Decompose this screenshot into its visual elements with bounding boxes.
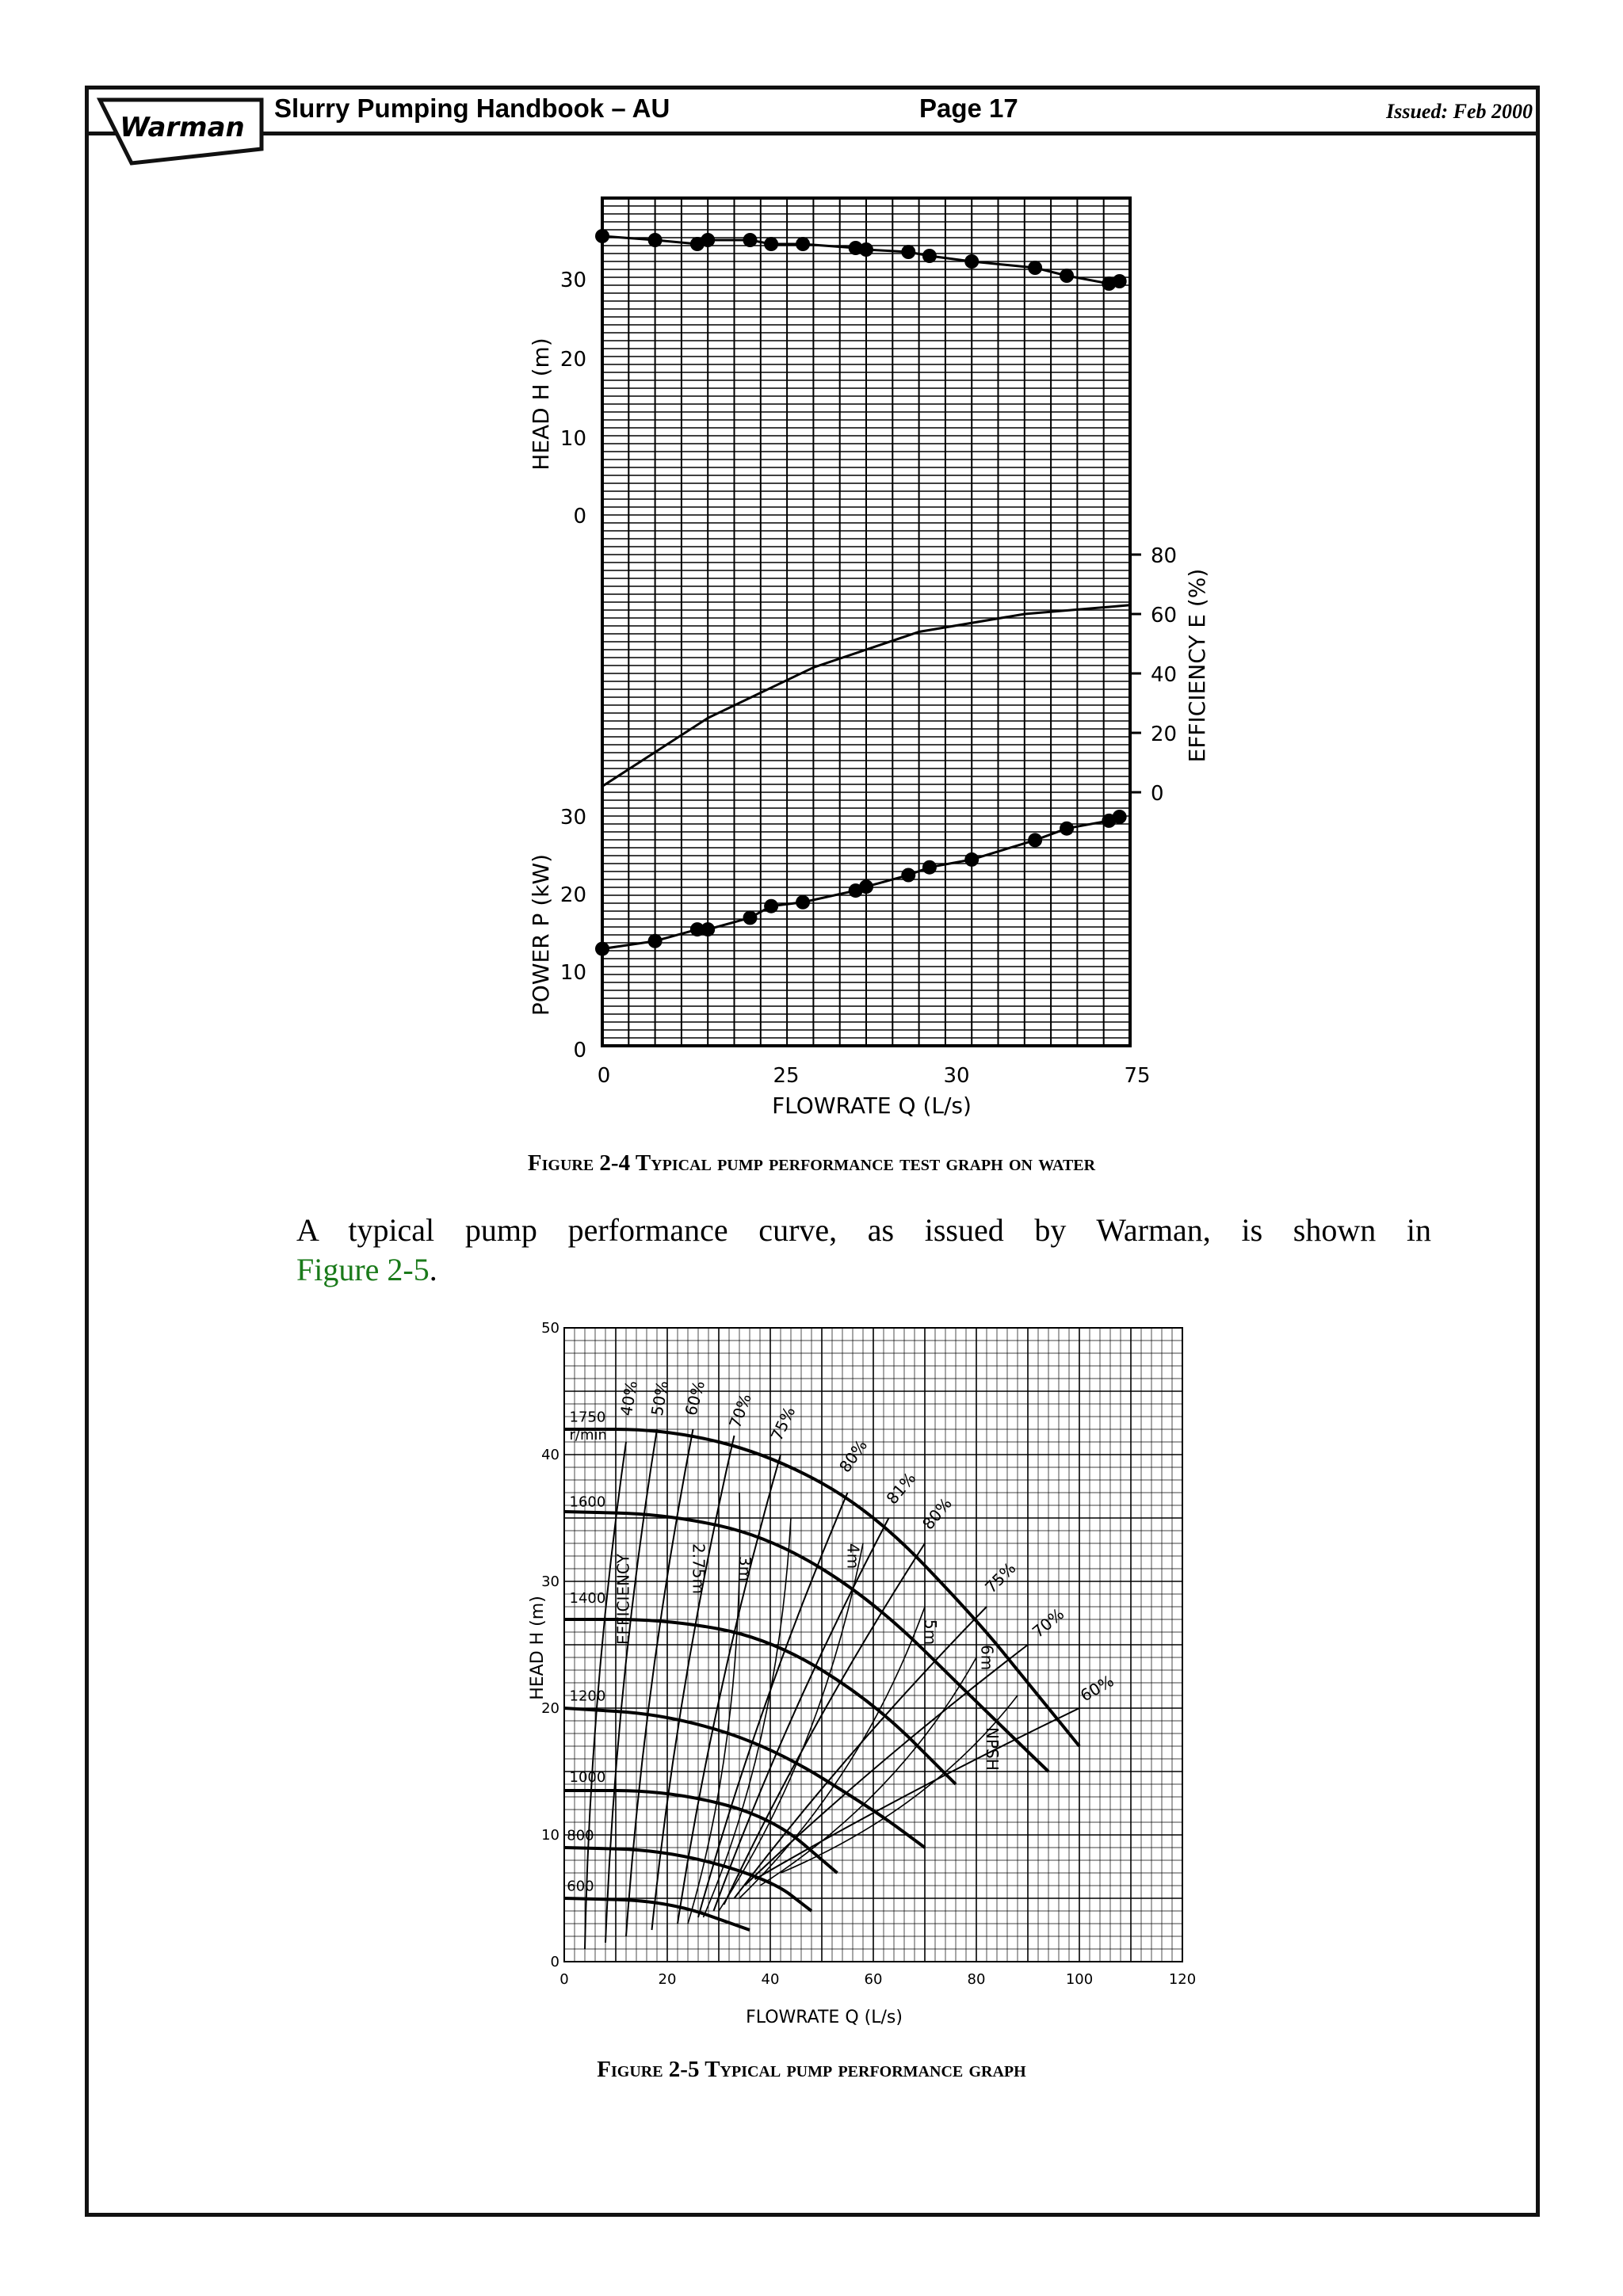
fig4-power-tick-30: 30 <box>559 806 586 830</box>
figure-2-5-link[interactable]: Figure 2-5 <box>296 1252 430 1287</box>
fig5-npsh-label: 6m <box>977 1645 997 1671</box>
fig5-head-tick: 40 <box>541 1447 559 1463</box>
fig5-speed-label: 1400 <box>569 1590 606 1608</box>
fig5-flow-tick: 60 <box>864 1971 883 1988</box>
fig4-flow-axis-label: FLOWRATE Q (L/s) <box>772 1093 972 1119</box>
figure-2-4-caption: Figure 2-4 Typical pump performance test graph on water <box>527 1150 1096 1176</box>
fig4-eff-tick-40: 40 <box>1151 663 1178 687</box>
fig4-power-point <box>701 922 715 936</box>
fig5-efficiency-label: 75% <box>766 1403 800 1444</box>
logo-text: Warman <box>120 112 245 143</box>
fig4-head-point <box>1060 269 1074 283</box>
fig4-flow-tick-30: 30 <box>943 1064 970 1088</box>
fig4-head-point <box>595 229 609 243</box>
fig4-power-tick-20: 20 <box>559 883 586 907</box>
fig5-speed-label: 800 <box>567 1827 594 1844</box>
fig4-head-point <box>964 254 979 269</box>
figure-2-4-chart <box>507 190 1220 1141</box>
fig5-head-tick: 0 <box>550 1954 559 1970</box>
fig4-power-point <box>1028 833 1042 847</box>
fig5-head-tick: 10 <box>541 1827 559 1844</box>
fig4-head-point <box>859 242 873 257</box>
fig5-npsh-label: NPSH <box>983 1727 1002 1771</box>
fig5-flow-tick: 20 <box>658 1971 677 1988</box>
fig5-speed-label: 1200 <box>569 1688 606 1705</box>
fig4-head-point <box>1113 274 1127 288</box>
fig5-efficiency-label: 60% <box>1077 1671 1117 1706</box>
fig5-head-tick: 20 <box>541 1700 559 1717</box>
fig5-efficiency-label: 70% <box>725 1390 755 1431</box>
fig4-head-tick-20: 20 <box>559 348 586 372</box>
fig4-power-point <box>1113 810 1127 824</box>
fig5-efficiency-label: 81% <box>882 1468 920 1508</box>
fig5-flow-tick: 0 <box>559 1971 569 1988</box>
fig4-eff-tick-0: 0 <box>1151 782 1164 806</box>
fig5-head-tick: 50 <box>541 1320 559 1337</box>
fig4-power-point <box>901 868 915 883</box>
paragraph-end: . <box>429 1252 437 1287</box>
fig4-head-point <box>648 233 663 247</box>
fig4-head-point <box>701 233 715 247</box>
fig4-head-point <box>764 237 778 251</box>
fig5-efficiency-label: 80% <box>918 1493 956 1534</box>
fig4-power-tick-10: 10 <box>559 961 586 985</box>
fig4-head-tick-0: 0 <box>573 505 586 528</box>
fig4-grid <box>602 198 1130 1046</box>
fig5-efficiency-label: 50% <box>647 1379 673 1417</box>
fig5-efficiency-label: 75% <box>981 1558 1020 1597</box>
fig4-power-point <box>595 942 609 956</box>
fig5-head-tick: 30 <box>541 1573 559 1590</box>
fig4-head-point <box>922 249 937 263</box>
fig4-eff-tick-20: 20 <box>1151 723 1178 746</box>
issued-date: Issued: Feb 2000 <box>1386 100 1533 123</box>
fig4-power-point <box>796 895 810 910</box>
fig4-power-point <box>648 934 663 948</box>
figure-2-5-caption: Figure 2-5 Typical pump performance graph <box>597 2057 1026 2082</box>
figure-2-5-chart <box>507 1315 1220 2044</box>
fig4-head-point <box>796 237 810 251</box>
fig4-head-point <box>901 245 915 259</box>
fig4-efficiency-axis-label: EFFICIENCY E (%) <box>1184 568 1210 763</box>
fig4-head-tick-30: 30 <box>559 269 586 292</box>
fig5-npsh-label: 3m <box>735 1556 754 1582</box>
fig5-npsh-label: 4m <box>843 1543 863 1569</box>
fig4-power-axis-label: POWER P (kW) <box>528 853 554 1016</box>
fig4-head-axis-label: HEAD H (m) <box>528 338 554 471</box>
fig5-speed-label: 1750 <box>569 1409 606 1426</box>
fig5-speed-label: 1000 <box>569 1768 606 1786</box>
fig5-head-axis-label: HEAD H (m) <box>528 1596 548 1700</box>
fig4-flow-tick-25: 25 <box>773 1064 800 1088</box>
fig4-marks <box>595 229 1141 956</box>
fig4-head-point <box>743 233 757 247</box>
fig4-head-point <box>1028 261 1042 275</box>
fig5-efficiency-line <box>698 1493 848 1917</box>
fig5-npsh-label: 2.75m <box>689 1543 708 1595</box>
page-number: Page 17 <box>919 93 1018 123</box>
body-paragraph: A typical pump performance curve, as issued by Warman, is shown in <box>296 1212 1431 1248</box>
fig5-npsh-label: 5m <box>921 1619 940 1646</box>
fig4-power-point <box>743 910 757 925</box>
warman-logo <box>94 93 268 170</box>
fig5-curve-labels <box>541 1320 1196 1988</box>
fig4-power-point <box>964 852 979 867</box>
fig4-power-point <box>859 879 873 894</box>
fig4-power-point <box>1060 822 1074 836</box>
fig5-flow-tick: 100 <box>1065 1971 1094 1988</box>
fig4-head-tick-10: 10 <box>559 427 586 451</box>
body-paragraph-line2 <box>296 1250 437 1290</box>
fig4-flow-tick-75: 75 <box>1124 1064 1151 1088</box>
fig5-flow-tick: 40 <box>761 1971 780 1988</box>
fig4-eff-tick-60: 60 <box>1151 604 1178 627</box>
fig5-efficiency-label: 70% <box>1028 1604 1068 1642</box>
fig5-speed-label: 600 <box>567 1878 594 1895</box>
fig5-flow-tick: 80 <box>967 1971 986 1988</box>
fig5-speed-label: 1600 <box>569 1493 606 1511</box>
fig5-flow-tick: 120 <box>1168 1971 1197 1988</box>
fig5-flow-axis-label: FLOWRATE Q (L/s) <box>746 2008 903 2027</box>
fig4-flow-tick-0: 0 <box>597 1064 611 1088</box>
fig4-eff-tick-80: 80 <box>1151 544 1178 568</box>
fig4-power-point <box>922 860 937 875</box>
fig5-efficiency-label: 40% <box>616 1379 642 1417</box>
header-rule <box>85 132 1540 135</box>
fig4-power-tick-0: 0 <box>573 1039 586 1062</box>
fig5-efficiency-label: 60% <box>681 1379 709 1418</box>
fig5-efficiency-word: EFFICIENCY <box>613 1554 633 1645</box>
handbook-title: Slurry Pumping Handbook – AU <box>274 93 670 123</box>
fig5-speed-label: r/min <box>569 1426 607 1444</box>
fig4-power-point <box>764 899 778 913</box>
fig5-efficiency-label: 80% <box>834 1436 872 1476</box>
